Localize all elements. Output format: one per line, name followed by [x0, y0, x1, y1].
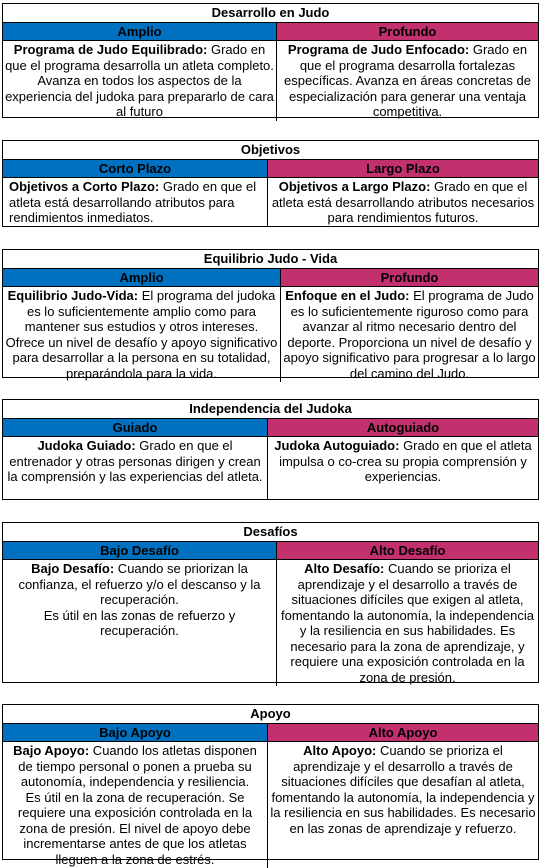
- cell-left: [3, 41, 276, 121]
- cell-left-term: Bajo Desafío:: [31, 561, 115, 576]
- cell-right-text: Grado en que el atleta impulsa o co-crea su propia comprensión y experiencias.: [279, 438, 532, 484]
- table-header-row: [3, 724, 538, 742]
- column-head-right: Profundo: [276, 23, 538, 40]
- cell-left-text: Cuando se priorizan la confianza, el refuerzo y/o el descanso y la recuperación.: [18, 561, 261, 607]
- table-body: [3, 287, 538, 382]
- table-desafios: [2, 522, 539, 683]
- table-header-row: [3, 542, 538, 560]
- table-title: Objetivos: [3, 141, 538, 160]
- cell-left-note: Es útil en las zonas de refuerzo y recuperación.: [43, 607, 236, 638]
- cell-right-text: Cuando se prioriza el aprendizaje y el desarrollo a través de situaciones difíciles que exigen al atleta, fomentando la autonomía, la independencia y la resiliencia en sus habilidades. Es necesario para la zona de aprendizaje, y requiere una exposición controlada en la zona de presión.: [281, 561, 534, 685]
- table-body: [3, 437, 538, 499]
- cell-left-term: Bajo Apoyo:: [13, 743, 90, 758]
- cell-left-text: Grado en que el atleta está desarrollando atributos para rendimientos inmediatos.: [9, 179, 257, 225]
- cell-left-term: Judoka Guiado:: [37, 438, 136, 453]
- table-body: [3, 560, 538, 686]
- cell-right: [276, 41, 538, 121]
- column-head-left: Amplio: [3, 269, 280, 286]
- cell-left-note: Es útil en la zona de recuperación. Se requiere una exposición controlada en la zona de presión. El nivel de apoyo debe incrementarse antes de que los atletas lleguen a la zona de estrés.: [17, 789, 253, 867]
- cell-left-text: Grado en que el programa desarrolla un atleta completo. Avanza en todos los aspectos de la experiencia del judoka para prepararlo de cara al futuro: [5, 42, 274, 119]
- cell-right-term: Alto Apoyo:: [303, 743, 377, 758]
- cell-right: [280, 287, 538, 382]
- table-title: Independencia del Judoka: [3, 400, 538, 419]
- table-independencia-del-judoka: [2, 399, 539, 500]
- cell-left: [3, 287, 280, 382]
- table-title: Desarrollo en Judo: [3, 4, 538, 23]
- table-apoyo: [2, 704, 539, 867]
- cell-left: [3, 560, 276, 686]
- cell-right-text: Cuando se prioriza el aprendizaje y el desarrollo a través de situaciones difíciles que desafían al atleta, fomentando la autonomía, la independencia y la resiliencia en sus habilidades. Es necesario en las zonas de aprendizaje y refuerzo.: [270, 743, 536, 836]
- cell-left-text: Grado en que el entrenador y otras personas dirigen y crean la comprensión y las experiencias del atleta.: [7, 438, 263, 484]
- column-head-left: Corto Plazo: [3, 160, 267, 177]
- table-body: [3, 178, 538, 227]
- column-head-right: Alto Desafío: [276, 542, 538, 559]
- column-head-left: Bajo Desafío: [3, 542, 276, 559]
- cell-right: [267, 437, 538, 499]
- table-body: [3, 742, 538, 868]
- cell-right: [267, 178, 538, 227]
- cell-left-term: Equilibrio Judo-Vida:: [7, 288, 139, 303]
- cell-left-text: Cuando los atletas disponen de tiempo personal o ponen a prueba su autonomía, independencia y resiliencia.: [18, 743, 257, 789]
- column-head-right: Profundo: [280, 269, 538, 286]
- cell-left: [3, 742, 267, 868]
- table-header-row: [3, 160, 538, 178]
- cell-left-text: El programa del judoka es lo suficientemente amplio como para mantener sus estudios y otros intereses. Ofrece un nivel de desafío y apoyo significativo para desarrollar a la persona en su totalidad, preparándola para la vida.: [5, 288, 278, 381]
- cell-left: [3, 437, 267, 499]
- column-head-left: Guiado: [3, 419, 267, 436]
- cell-right-term: Alto Desafío:: [304, 561, 385, 576]
- column-head-left: Bajo Apoyo: [3, 724, 267, 741]
- cell-left-term: Programa de Judo Equilibrado:: [13, 42, 208, 57]
- cell-right: [276, 560, 538, 686]
- column-head-right: Alto Apoyo: [267, 724, 538, 741]
- cell-right-text: El programa de Judo es lo suficientemente riguroso como para avanzar al ritmo necesario dentro del deporte. Proporciona un nivel de desafío y apoyo significativo para progresar a lo largo del camino del Judo.: [283, 288, 536, 381]
- cell-left: [3, 178, 267, 227]
- cell-right-term: Judoka Autoguiado:: [274, 438, 400, 453]
- table-body: [3, 41, 538, 121]
- cell-left-term: Objetivos a Corto Plazo:: [9, 179, 160, 194]
- column-head-right: Largo Plazo: [267, 160, 538, 177]
- cell-right-term: Programa de Judo Enfocado:: [287, 42, 470, 57]
- table-header-row: [3, 23, 538, 41]
- table-objetivos: [2, 140, 539, 227]
- table-header-row: [3, 419, 538, 437]
- cell-right: [267, 742, 538, 868]
- table-title: Equilibrio Judo - Vida: [3, 250, 538, 269]
- table-desarrollo-en-judo: [2, 3, 539, 118]
- column-head-right: Autoguiado: [267, 419, 538, 436]
- table-title: Desafíos: [3, 523, 538, 542]
- cell-right-term: Objetivos a Largo Plazo:: [278, 179, 431, 194]
- column-head-left: Amplio: [3, 23, 276, 40]
- table-title: Apoyo: [3, 705, 538, 724]
- cell-right-text: Grado en que el atleta está desarrollando atributos necesarios para rendimientos futuros.: [271, 179, 535, 225]
- table-equilibrio-judo-vida: [2, 249, 539, 381]
- cell-right-term: Enfoque en el Judo:: [285, 288, 410, 303]
- cell-right-text: Grado en que el programa desarrolla fortalezas específicas. Avanza en áreas concretas de especialización para generar una ventaja competitiva.: [284, 42, 531, 119]
- table-header-row: [3, 269, 538, 287]
